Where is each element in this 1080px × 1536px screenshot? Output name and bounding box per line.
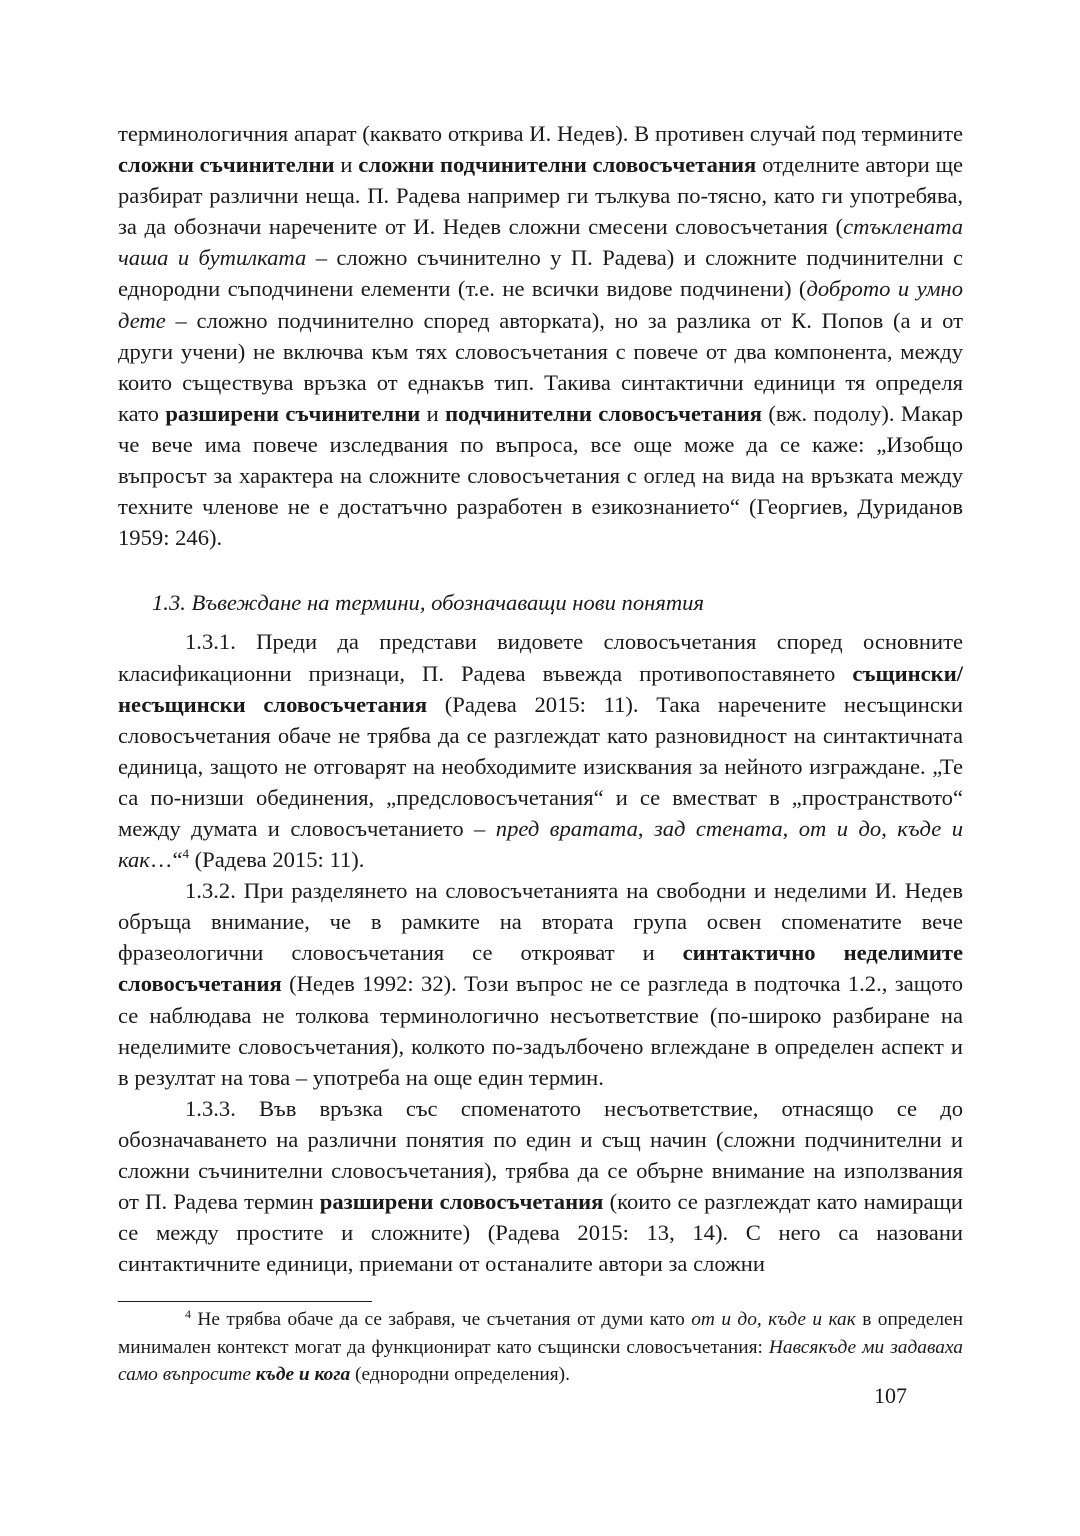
text-run: (Радева 2015: 11).	[189, 847, 365, 873]
term-bold: сложни подчинителни словосъчетания	[358, 152, 757, 178]
section-heading: 1.3. Въвеждане на термини, обозначаващи нови понятия	[152, 590, 704, 616]
example-italic: Навсякъде ми задаваха само въпросите	[118, 1336, 963, 1385]
text-run: ,	[782, 815, 799, 841]
example-italic: стъклената чаша и бутилката	[118, 214, 963, 271]
example-italic: доброто и умно дете	[118, 276, 963, 333]
footnotes	[118, 1306, 963, 1389]
example-italic: зад стената	[653, 815, 783, 841]
term-bold: същински/несъщински словосъчетания	[118, 660, 963, 717]
paragraph-1-3-3	[118, 1093, 963, 1280]
footnote-number: 4	[185, 1307, 191, 1321]
text-run: (Радева 2015: 11). Така наречените несъщински словосъчетания обаче не трябва да се разглеждат като разновидност на синтактичната единица, защото не отговарят на необходимите изисквания за нейното изграждане. „Те са по-низши обединения, „предсловосъчетания“ и се вместват в „пространството“ между думата и словосъчетанието –	[118, 691, 963, 841]
text-run: Не трябва обаче да се забравя, че съчетания от думи като	[191, 1309, 692, 1330]
example-italic: от и до	[798, 815, 882, 841]
text-run: и	[334, 152, 359, 178]
footnote-4	[118, 1306, 963, 1389]
page-number: 107	[874, 1383, 907, 1408]
term-bold: разширени словосъчетания	[319, 1189, 604, 1215]
text-run: ,	[637, 815, 654, 841]
example-italic: пред вратата	[495, 815, 638, 841]
paragraph-1-3-2	[118, 875, 963, 1093]
text-run: (вж. подолу). Макар че вече има повече изследвания по въпроса, все още може да се каже: „Изобщо въпросът за характера на сложните словосъчетания с оглед на вида на връзката между техните членове не е достатъчно разработен в езикознанието“ (Георгиев, Дуриданов 1959: 246).	[118, 400, 964, 551]
paragraph-1-3-1	[118, 626, 963, 875]
text-run: 1.3.3. Във връзка със споменатото несъответствие, отнасящо се до обозначаването на различни понятия по един и същ начин (сложни подчинителни и сложни съчинителни словосъчетания), трябва да се обърне внимание на използвания от П. Радева термин	[118, 1095, 963, 1215]
term-bold: разширени съчинителни	[165, 400, 421, 426]
page-body	[118, 118, 963, 1279]
text-run: ,	[881, 815, 898, 841]
text-run: – сложно съчинително у П. Радева) и сложните подчинителни с еднородни съподчинени елементи (т.е. не всички видове подчинени) (	[118, 245, 963, 302]
paragraph-continuation	[118, 118, 963, 553]
term-bold: сложни съчинителни	[118, 152, 335, 178]
example-bold-italic: къде и кога	[255, 1364, 351, 1385]
text-run: и	[420, 400, 446, 426]
text-run: ,	[756, 1309, 769, 1330]
example-italic: къде и как	[768, 1309, 856, 1330]
example-italic: от и до	[691, 1309, 757, 1330]
text-run: (които се разглеждат като намиращи се между простите и сложните) (Радева 2015: 13, 14). С него са назовани синтактичните единици, приемани от останалите автори за сложни	[118, 1189, 964, 1277]
text-run: (Недев 1992: 32). Този въпрос не се разгледа в подточка 1.2., защото се наблюдава не толкова терминологично несъответствие (по-широко разбиране на неделимите словосъчетания), колкото по-задълбочено вглеждане в определен аспект и в резултат на това – употреба на още един термин.	[118, 971, 963, 1090]
text-run: 1.3.1. Преди да представи видовете словосъчетания според основните класификационни признаци, П. Радева въвежда противопоставянето	[118, 629, 963, 686]
footnote-reference[interactable]: 4	[182, 846, 189, 862]
footnote-separator	[118, 1301, 372, 1302]
term-bold: синтактично неделимите словосъчетания	[118, 940, 963, 997]
text-run: в определен минимален контекст могат да функционират като същински словосъчетания:	[118, 1309, 964, 1358]
text-run: отделните автори ще разбират различни неща. П. Радева например ги тълкува по-тясно, като ги употребява, за да обозначи наречените от И. Недев сложни смесени словосъчетания (	[118, 152, 964, 240]
text-run: – сложно подчинително според авторката), но за разлика от К. Попов (а и от други учени) не включва към тях словосъчетания с повече от два компонента, между които съществува връзка от еднакъв тип. Такива синтактични единици тя определя като	[118, 307, 963, 426]
text-run: 1.3.2. При разделянето на словосъчетанията на свободни и неделими И. Недев обръща внимание, че в рамките на втората група освен споменатите вече фразеологични словосъчетания се открояват и	[118, 878, 963, 966]
text-run: терминологичния апарат (каквато открива И. Недев). В противен случай под термините	[118, 121, 963, 146]
term-bold: подчинителни словосъчетания	[445, 400, 762, 426]
example-italic: къде и как	[118, 815, 964, 873]
text-run: (еднородни определения).	[350, 1364, 570, 1385]
text-run: …“	[149, 847, 183, 873]
